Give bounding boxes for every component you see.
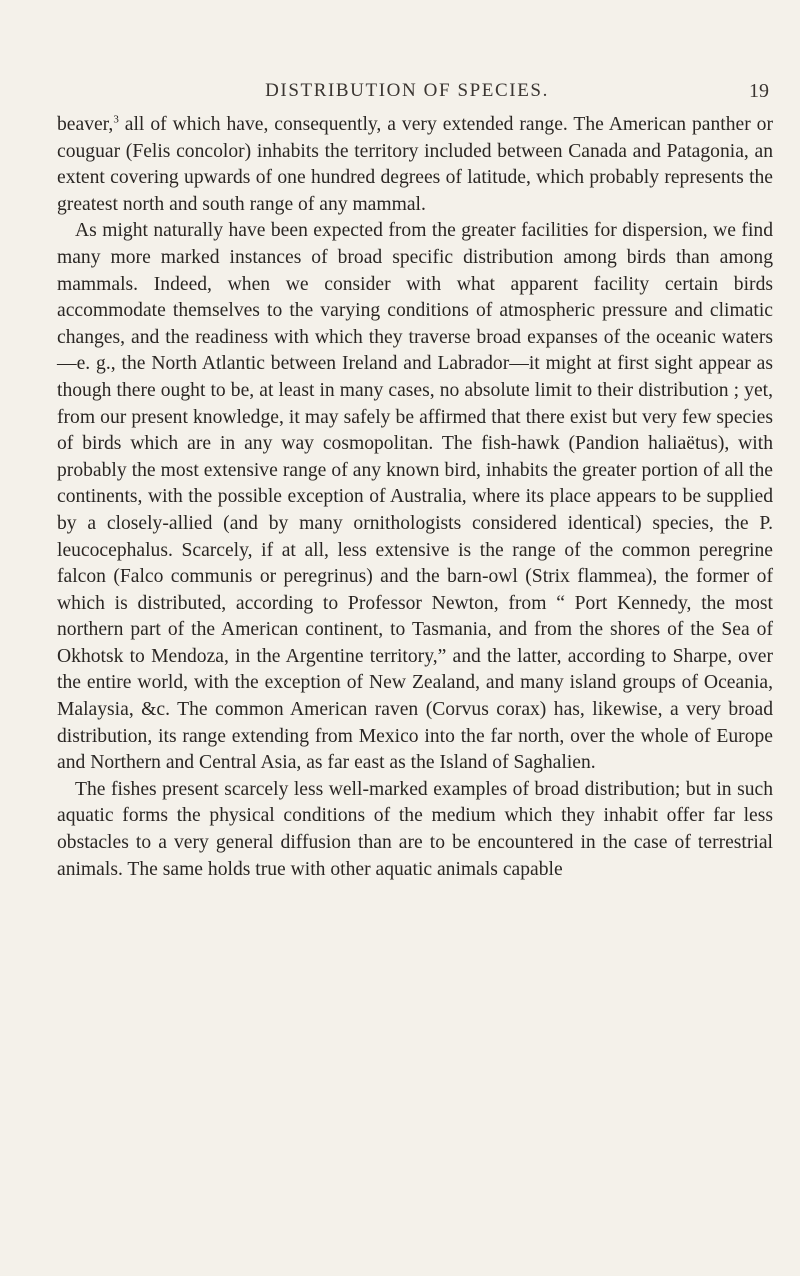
paragraph-birds: As might naturally have been expected from the greater facilities for dispersion, we find many more marked instances of broad specific distribution among birds than among mammals. Indeed, when we consider with what apparent facility certain birds accommodate themselves to the varying conditions of atmospheric pressure and climatic changes, and the readiness with which they traverse broad expanses of the oceanic waters—e. g., the North Atlantic between Ireland and Labrador—it might at first sight appear as though there ought to be, at least in many cases, no absolute limit to their distribution ; yet, from our present knowledge, it may safely be affirmed that there exist but very few species of birds which are in any way cosmopolitan. The fish-hawk (Pandion haliaëtus), with probably the most extensive range of any known bird, inhabits the greater portion of all the continents, with the possible exception of Australia, where its place appears to be supplied by a closely-allied (and by many ornithologists considered identical) species, the P. leucocephalus. Scarcely, if at all, less extensive is the range of the common peregrine falcon (Falco communis or peregrinus) and the barn-owl (Strix flammea), the former of which is distributed, according to Professor Newton, from “ Port Kennedy, the most northern part of the American continent, to Tasmania, and from the shores of the Sea of Okhotsk to Mendoza, in the Argentine territory,” and the latter, according to Sharpe, over the entire world, with the exception of New Zealand, and many island groups of Oceania, Malaysia, &c. The common American raven (Corvus corax) has, likewise, a very broad distribution, its range extending from Mexico into the far north, over the whole of Europe and Northern and Central Asia, as far east as the Island of Saghalien.: [57, 220, 773, 774]
paragraph-text: all of which have, consequently, a very extended range. The American panther or couguar (Felis concolor) inhabits the territory included between Canada and Patagonia, an extent covering upwards of one hundred degrees of latitude, which probably represents the greatest north and south range of any mammal.: [57, 114, 773, 215]
paragraph-continued: [57, 112, 773, 218]
page-number: 19: [749, 80, 769, 102]
page-header: [57, 80, 773, 110]
body-text: [57, 112, 773, 883]
running-head: DISTRIBUTION OF SPECIES.: [265, 80, 549, 101]
paragraph-lead: beaver,: [57, 114, 114, 135]
paragraph-fishes: The fishes present scarcely less well-marked examples of broad distribution; but in such aquatic forms the physical conditions of the medium which they inhabit offer far less obstacles to a very general diffusion than are to be encountered in the case of terrestrial animals. The same holds true with other aquatic animals capable: [57, 778, 773, 880]
footnote-mark: 3: [113, 113, 119, 126]
